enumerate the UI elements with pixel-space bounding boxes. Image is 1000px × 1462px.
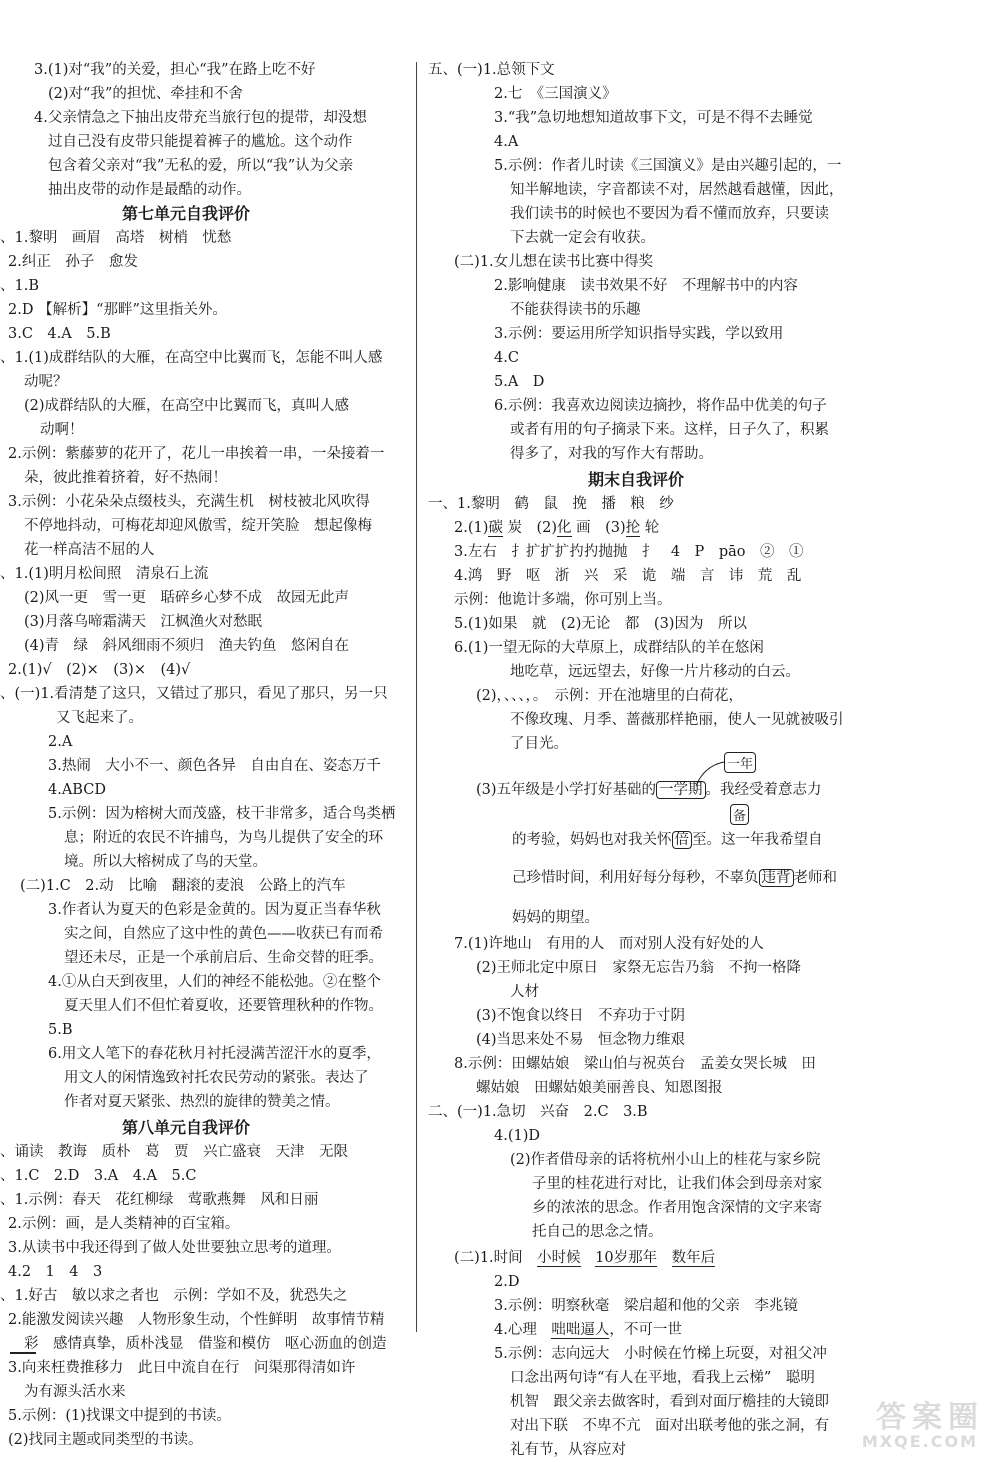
text-line: 2.纠正 孙子 愈发: [8, 254, 138, 270]
underlined-answer: 抡: [625, 520, 641, 536]
text-line: 6.(1)一望无际的大草原上，成群结队的羊在悠闲: [454, 640, 764, 656]
text-line: 4.①从白天到夜里，人们的神经不能松弛。②在整个: [48, 974, 381, 990]
text-line: 或者有用的句子摘录下来。这样，日子久了，积累: [510, 422, 829, 438]
underlined-answer: 10岁那年: [595, 1250, 658, 1266]
text-line: 2.A: [48, 734, 73, 750]
text-line: (2)王师北定中原日 家祭无忘告乃翁 不拘一格降: [476, 960, 802, 976]
text-line: 动啊！: [40, 422, 84, 438]
mindmap-node: 一年: [724, 752, 756, 773]
text-line: 实之间，自然应了这中性的黄色——收获已有而希: [64, 926, 383, 942]
text-line: 了目光。: [510, 736, 568, 752]
underlined-answer: 数年后: [671, 1250, 716, 1266]
text-line: (二)1.女儿想在读书比赛中得奖: [454, 254, 654, 270]
text-line: 5.A D: [494, 374, 545, 390]
text-line: 一、1.黎明 鹤 鼠 挽 播 粮 纱: [428, 496, 674, 512]
text-line: 4.心理 咄咄逼人，不可一世: [494, 1322, 682, 1338]
text-line: 夏天里人们不但忙着夏收，还要管理秋种的作物。: [64, 998, 383, 1014]
watermark-url: MXQE.COM: [861, 1432, 978, 1451]
text-line: 5.示例：作者儿时读《三国演义》是由兴趣引起的，一: [494, 158, 842, 174]
text-line: 3.热闹 大小不一、颜色各异 自由自在、姿态万千: [48, 758, 381, 774]
text-line: 用文人的闲情逸致衬托农民劳动的紧张。表达了: [64, 1070, 369, 1086]
text-line: 3.C 4.A 5.B: [8, 326, 111, 342]
text-line: 、1.C 2.D 3.A 4.A 5.C: [0, 1168, 197, 1184]
text-line: 知半解地读，字音都读不对，居然越看越懂，因此，: [510, 182, 844, 198]
text-line: 3.示例：要运用所学知识指导实践，学以致用: [494, 326, 784, 342]
text-line: 乡的浓浓的思念。作者用饱含深情的文字来寄: [532, 1200, 822, 1216]
text-line: 得多了，对我的写作大有帮助。: [510, 446, 713, 462]
section-heading: 第七单元自我评价: [122, 204, 251, 223]
text-line: (二)1.时间 小时候 10岁那年 数年后: [454, 1250, 716, 1266]
watermark-title: 答案圈: [876, 1400, 984, 1435]
column-divider: [416, 62, 417, 1332]
text-line: 4.父亲情急之下抽出皮带充当旅行包的提带，却没想: [34, 110, 367, 126]
text-line: 不能获得读书的乐趣: [510, 302, 641, 318]
footer-rule: [10, 1352, 36, 1354]
text-line: 望还未尽，正是一个承前启后、生命交替的旺季。: [64, 950, 383, 966]
text-line: 境。所以大榕树成了鸟的天堂。: [64, 854, 267, 870]
text-line: 子里的桂花进行对比，让我们体会到母亲对家: [532, 1176, 822, 1192]
text-line: 作者对夏天紧张、热烈的旋律的赞美之情。: [64, 1094, 340, 1110]
text-line: 机智 跟父亲去做客时，看到对面厅檐挂的大镜即: [510, 1394, 829, 1410]
text-line: 、1.(1)成群结队的大雁，在高空中比翼而飞，怎能不叫人感: [0, 350, 383, 366]
text-line: 7.(1)许地山 有用的人 而对别人没有好处的人: [454, 936, 764, 952]
text-line: (2)作者借母亲的话将杭州小山上的桂花与家乡院: [510, 1152, 821, 1168]
text-line: 对出下联 不卑不亢 面对出联考他的张之洞，有: [510, 1418, 829, 1434]
text-line: (二)1.C 2.动 比喻 翻滚的麦浪 公路上的汽车: [20, 878, 346, 894]
text-line: (4)青 绿 斜风细雨不须归 渔夫钓鱼 悠闲自在: [24, 638, 350, 654]
text-line: 3.从读书中我还得到了做人处世要独立思考的道理。: [8, 1240, 341, 1256]
text-line: 口念出两句诗“有人在平地，看我上云梯” 聪明: [510, 1370, 815, 1386]
text-line: 为有源头活水来: [24, 1384, 126, 1400]
text-line: 又飞起来了。: [56, 710, 143, 726]
underlined-answer: 化: [557, 520, 572, 536]
text-line: 2.影响健康 读书效果不好 不理解书中的内容: [494, 278, 798, 294]
text-line: (2)，、、、，。 示例：开在池塘里的白荷花，: [476, 688, 744, 704]
text-line: 6.用文人笔下的春花秋月衬托浸满苦涩汗水的夏季，: [48, 1046, 381, 1062]
text-line: 3.(1)对“我”的关爱，担心“我”在路上吃不好: [34, 62, 316, 78]
text-line: 朵，彼此推着挤着，好不热闹！: [24, 470, 227, 486]
text-line: 、1.黎明 画眉 高塔 树梢 忧愁: [0, 230, 232, 246]
text-line: 3.向来枉费推移力 此日中流自在行 问渠那得清如许: [8, 1360, 356, 1376]
text-line: 包含着父亲对“我”无私的爱，所以“我”认为父亲: [48, 158, 354, 174]
text-line: 2.七 《三国演义》: [494, 86, 617, 102]
text-line: 3.示例：小花朵朵点缀枝头，充满生机 树枝被北风吹得: [8, 494, 370, 510]
section-heading: 第八单元自我评价: [122, 1118, 251, 1137]
text-line: 、(一)1.看清楚了这只，又错过了那只，看见了那只，另一只: [0, 686, 388, 702]
text-line: 4.2 1 4 3: [8, 1264, 103, 1280]
text-line: 4.C: [494, 350, 519, 366]
mindmap-node: 倍: [672, 831, 693, 849]
text-line: 8.示例：田螺姑娘 梁山伯与祝英台 孟姜女哭长城 田: [454, 1056, 816, 1072]
text-line: (2)找同主题或同类型的书读。: [8, 1432, 203, 1448]
text-line: 螺姑娘 田螺姑娘美丽善良、知恩图报: [476, 1080, 723, 1096]
text-line: 2.示例：画，是人类精神的百宝箱。: [8, 1216, 240, 1232]
text-line: 3.作者认为夏天的色彩是金黄的。因为夏正当春华秋: [48, 902, 381, 918]
text-line: (3)五年级是小学打好基础的 一学期 。我经受着意志力: [476, 782, 822, 798]
section-heading: 期末自我评价: [588, 470, 685, 489]
text-line: (4)当思来处不易 恒念物力维艰: [476, 1032, 686, 1048]
text-line: 己珍惜时间，利用好每分每秒，不辜负 违背 老师和: [512, 870, 837, 886]
text-line: 地吃草，远远望去，好像一片片移动的白云。: [510, 664, 800, 680]
text-line: 托自己的思念之情。: [532, 1224, 663, 1240]
text-line: (3)月落乌啼霜满天 江枫渔火对愁眠: [24, 614, 263, 630]
text-line: 妈妈的期望。: [512, 910, 599, 926]
text-line: 我们读书的时候也不要因为看不懂而放弃，只要读: [510, 206, 829, 222]
text-line: (2)对“我”的担忧、牵挂和不舍: [48, 86, 243, 102]
text-line: 、1.(1)明月松间照 清泉石上流: [0, 566, 209, 582]
text-line: 不像玫瑰、月季、蔷薇那样艳丽，使人一见就被吸引: [510, 712, 844, 728]
underlined-answer: 碳: [488, 520, 503, 536]
text-line: 动呢？: [24, 374, 68, 390]
text-line: 二、(一)1.急切 兴奋 2.C 3.B: [428, 1104, 648, 1120]
text-line: 5.示例：志向远大 小时候在竹梯上玩耍，对祖父冲: [494, 1346, 827, 1362]
text-line: 5.示例：(1)找课文中提到的书读。: [8, 1408, 231, 1424]
text-line: 2.D 【解析】“那畔”这里指关外。: [8, 302, 227, 318]
text-line: 4.A: [494, 134, 519, 150]
text-line: 的考验，妈妈也对我关怀 倍 至。这一年我希望自: [512, 832, 823, 848]
text-line: 5.B: [48, 1022, 73, 1038]
text-line: 6.示例：我喜欢边阅读边摘抄，将作品中优美的句子: [494, 398, 827, 414]
text-line: 示例：他诡计多端，你可别上当。: [454, 592, 672, 608]
text-line: 2.(1)碳 炭 (2)化 画 (3)抡 轮: [454, 520, 660, 536]
text-line: 3.“我”急切地想知道故事下文，可是不得不去睡觉: [494, 110, 813, 126]
text-line: 花一样高洁不屈的人: [24, 542, 155, 558]
text-line: 4.(1)D: [494, 1128, 540, 1144]
text-line: (2)风一更 雪一更 聒碎乡心梦不成 故园无此声: [24, 590, 350, 606]
text-line: 、1.示例：春天 花红柳绿 莺歌燕舞 风和日丽: [0, 1192, 319, 1208]
text-line: 过自己没有皮带只能提着裤子的尴尬。这个动作: [48, 134, 353, 150]
text-line: 4.ABCD: [48, 782, 106, 798]
text-line: 、诵读 教诲 质朴 葛 贾 兴亡盛衰 天津 无限: [0, 1144, 348, 1160]
text-line: 下去就一定会有收获。: [510, 230, 655, 246]
text-line: 2.D: [494, 1274, 520, 1290]
text-line: 2.能激发阅读兴趣 人物形象生动，个性鲜明 故事情节精: [8, 1312, 385, 1328]
text-line: 5.(1)如果 就 (2)无论 都 (3)因为 所以: [454, 616, 747, 632]
text-line: 彩 感情真挚，质朴浅显 借鉴和模仿 呕心沥血的创造: [24, 1336, 387, 1352]
text-line: 礼有节，从容应对: [510, 1442, 626, 1458]
text-line: 4.鸿 野 呕 浙 兴 采 诡 端 言 讳 荒 乱: [454, 568, 802, 584]
mindmap-node: 违背: [759, 869, 794, 887]
text-line: 五、(一)1.总领下文: [428, 62, 555, 78]
mindmap-node: 一学期: [656, 781, 706, 799]
text-line: 5.示例：因为榕树大而茂盛，枝干非常多，适合鸟类栖: [48, 806, 396, 822]
text-line: (2)成群结队的大雁，在高空中比翼而飞，真叫人感: [24, 398, 350, 414]
text-line: (3)不饱食以终日 不弃功于寸阴: [476, 1008, 686, 1024]
text-line: 不停地抖动，可梅花却迎风傲雪，绽开笑脸 想起像梅: [24, 518, 372, 534]
underlined-answer: 小时候: [537, 1250, 581, 1266]
watermark-logo: [784, 1392, 984, 1452]
text-line: 3.示例：明察秋毫 梁启超和他的父亲 李兆镜: [494, 1298, 798, 1314]
mindmap-answer: [428, 750, 838, 900]
text-line: 抽出皮带的动作是最酷的动作。: [48, 182, 251, 198]
text-line: 3.左右 扌扩扩扩扚扚抛抛 扌 4 P pāo ② ①: [454, 544, 804, 560]
text-line: 、1.B: [0, 278, 39, 294]
text-line: 息；附近的农民不许捕鸟，为鸟儿提供了安全的环: [64, 830, 383, 846]
underlined-answer: 咄咄逼人: [551, 1322, 610, 1338]
text-line: 2.示例：紫藤萝的花开了，花儿一串挨着一串，一朵接着一: [8, 446, 385, 462]
text-line: 人材: [510, 984, 539, 1000]
mindmap-node: 备: [730, 804, 749, 825]
text-line: 2.(1)√ (2)× (3)× (4)√: [8, 662, 191, 678]
text-line: 、1.好古 敏以求之者也 示例：学如不及，犹恐失之: [0, 1288, 348, 1304]
